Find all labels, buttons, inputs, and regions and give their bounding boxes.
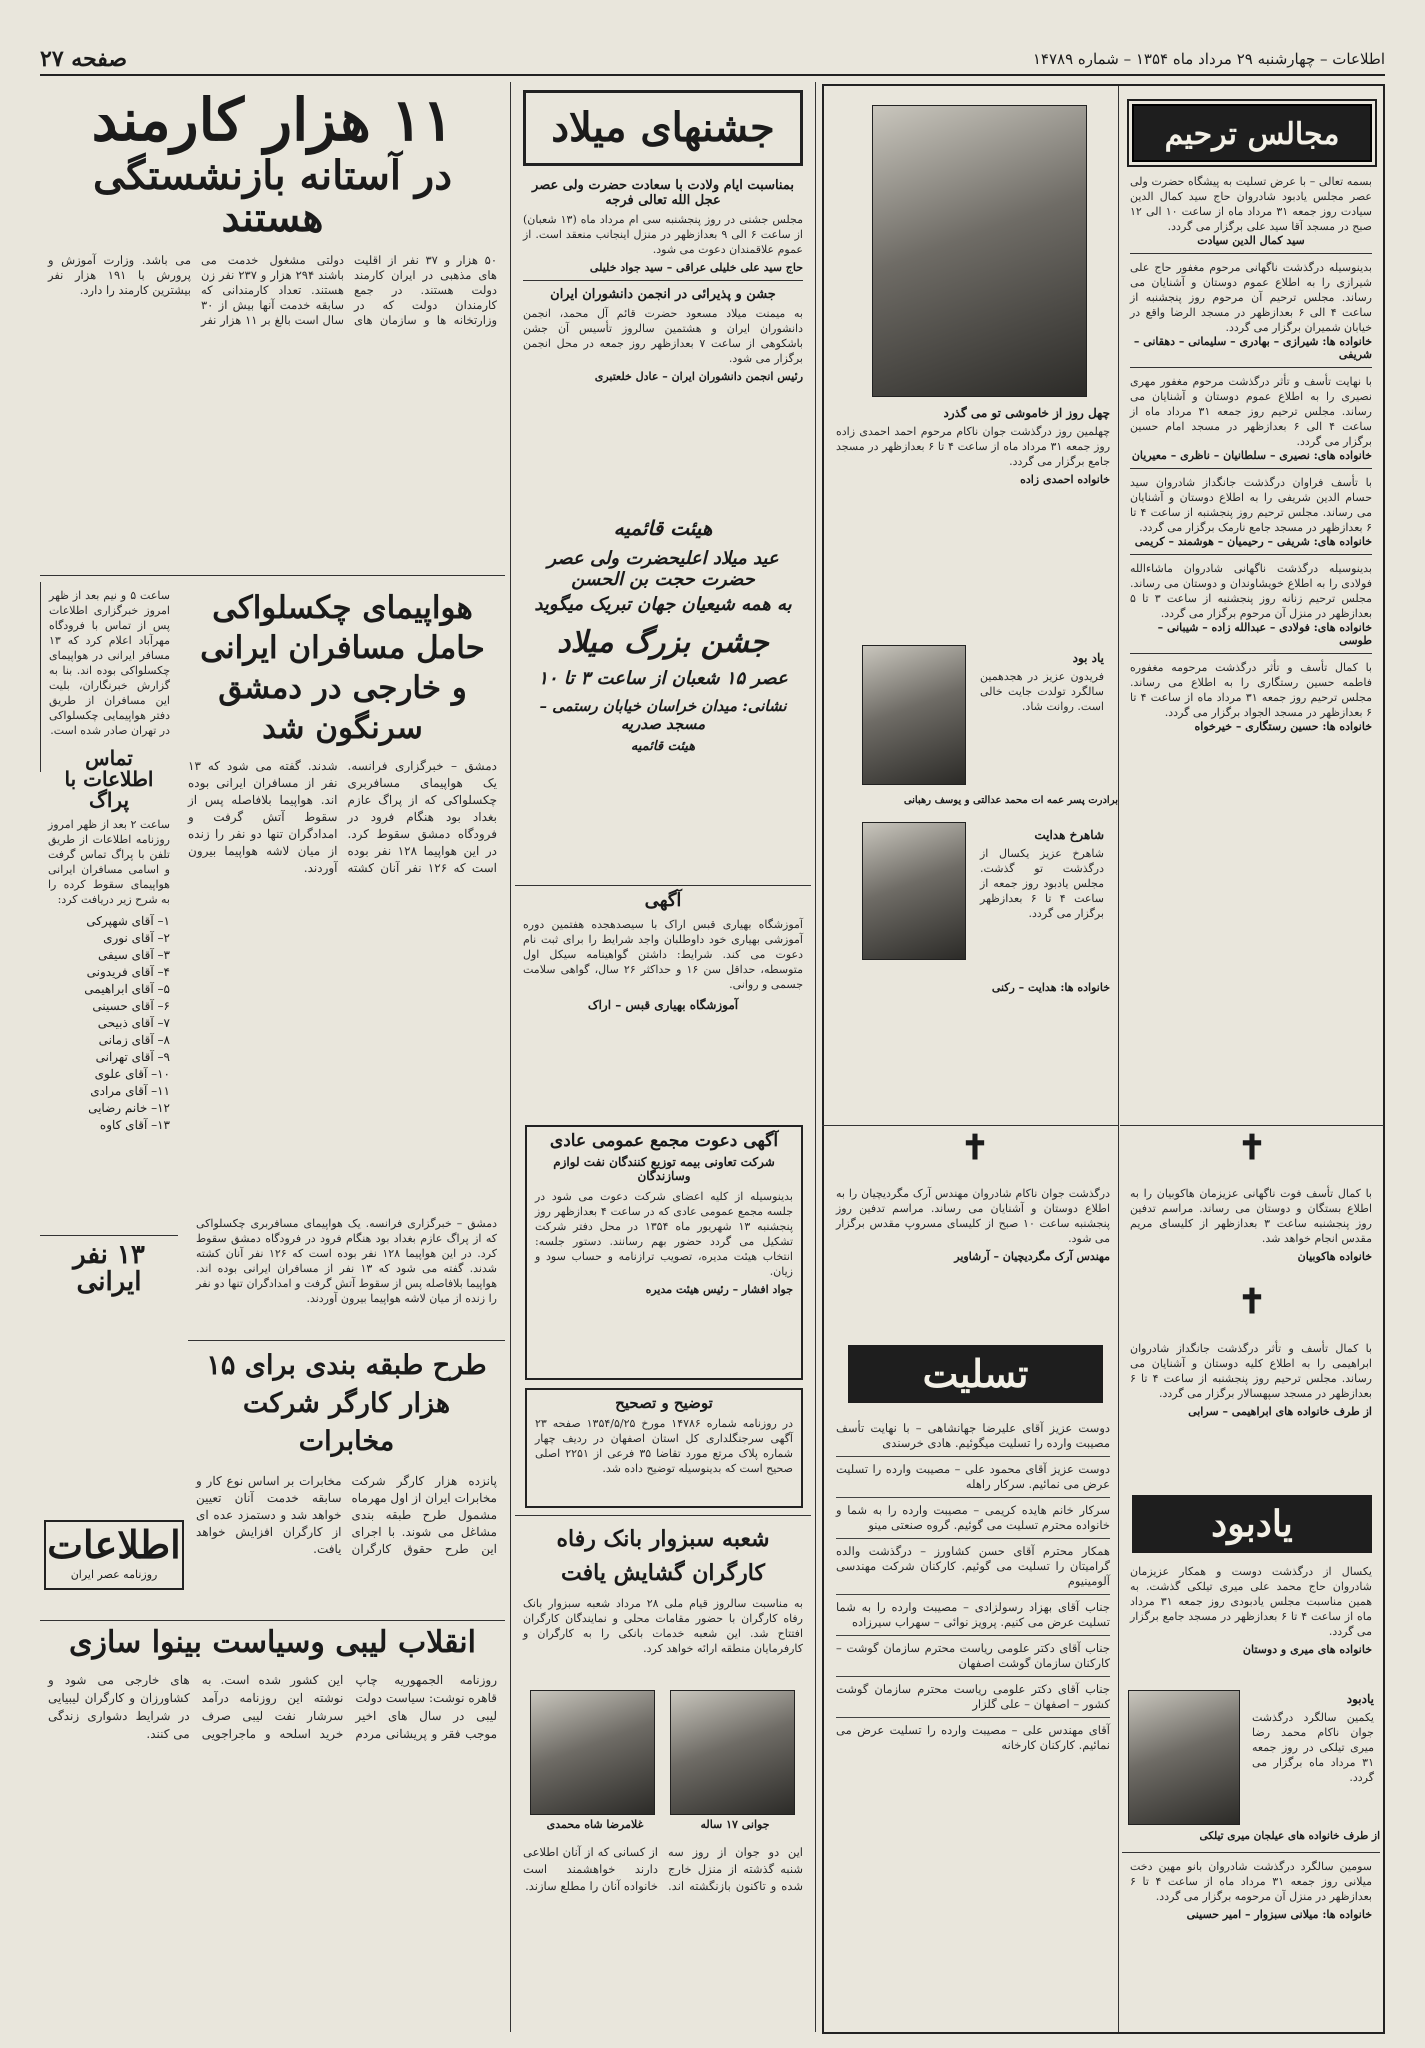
memorial-signature: خانواده های میری و دوستان: [1242, 1643, 1372, 1656]
page-header: [40, 40, 1385, 76]
memorial-photo-notice: [1244, 1686, 1382, 1836]
condolences-banner: تسلیت: [848, 1345, 1103, 1403]
notice-signature: خانواده ها: میلانی سبزوار – امیر حسینی: [1186, 1908, 1372, 1921]
side-note-text: ساعت ۵ و نیم بعد از ظهر امروز خبرگزاری اطلاعات پس از تماس با فرودگاه مهرآباد اعلام کرد که ۱۳ مسافر ایرانی در هواپیمای چکسلواکی بوده اند. بنا به گزارش خبرنگاران، بلیت این مسافران از طریق دفتر هواپیمایی چکسلواکی در تهران صادر شده است.: [49, 589, 170, 737]
passenger-list: [48, 913, 170, 1134]
obituary-body: بدینوسیله درگذشت ناگهانی مرحوم مغفور حاج علی شیرازی را به اطلاع عموم دوستان و آشنایان می رساند. مجلس ترحیم آن مرحوم روز پنجشنبه از ساعت ۴ الی ۶ بعدازظهر در مسجد الرضا واقع در خیابان شمیران برگزار می گردد.: [1130, 261, 1372, 334]
obituary-body: با نهایت تأسف و تأثر درگذشت مرحوم مغفور مهری نصیری را به اطلاع عموم دوستان و آشنایان می رساند. مجلس ترحیم روز جمعه ۳۱ مرداد ماه از ساعت ۴ الی ۶ بعدازظهر در مسجد امام حسین برگزار می گردد.: [1130, 375, 1372, 448]
obituary-signature: سید کمال الدین سیادت: [1197, 234, 1305, 247]
article-body-continued: دمشق – خبرگزاری فرانسه. یک هواپیمای مسافربری چکسلواکی که از پراگ عازم بغداد بود هنگام فرود در فرودگاه دمشق سقوط کرد. در این هواپیما ۱۲۸ نفر بوده است که ۱۲۶ نفر آنان کشته شدند. گفته می شود که ۱۳ نفر از مسافران ایرانی بوده اند. هواپیما بلافاصله پس از سقوط آتش گرفت و امدادگران تنها دو نفر را زنده از میان لاشه هواپیما بیرون آوردند.: [196, 1217, 497, 1305]
list-item: ۱۲– خانم رضایی: [88, 1101, 170, 1115]
obituary-armenian: [828, 1180, 1118, 1330]
box-body: ساعت ۲ بعد از ظهر امروز روزنامه اطلاعات از طریق تلفن با پراگ تماس گرفت و اسامی مسافران ایرانی هواپیمای سقوط کرده را به شرح زیر دریافت کرد:: [48, 818, 170, 906]
portrait-photo: [862, 822, 966, 960]
notice-birthday-memorial: [972, 645, 1112, 815]
memorial-body: یکسال از درگذشت دوست و همکار عزیزمان شادروان حاج محمد علی میری تیلکی گذشت. به همین مناسبت مجلس یادبودی روز جمعه ۳۱ مرداد ماه از ساعت ۴ تا ۶ بعدازظهر در مسجد جامع برگزار می گردد.: [1130, 1565, 1372, 1638]
portrait-photo: [862, 645, 966, 785]
ad-title: آگهی دعوت مجمع عمومی عادی: [549, 1131, 779, 1151]
list-item: ۳– آقای سیفی: [98, 948, 170, 962]
notice-body: مجلس جشنی در روز پنجشنبه سی ام مرداد ماه (۱۳ شعبان) از ساعت ۶ الی ۹ بعدازظهر در منزل اینجانب منعقد است. از عموم علاقمندان دعوت می شود.: [523, 213, 804, 256]
column-rule: [815, 82, 816, 2032]
committee-address: نشانی: میدان خراسان خیابان رستمی – مسجد صدریه: [539, 697, 787, 733]
notice-body: سومین سالگرد درگذشت شادروان بانو مهین دخت میلانی روز جمعه ۳۱ مرداد ماه از ساعت ۴ تا ۶ بعدازظهر در منزل آن مرحومه برگزار می گردد.: [1130, 1860, 1373, 1903]
obituary-body: با کمال تأسف و تأثر درگذشت مرحومه مغفوره فاطمه حسین رستگاری را به اطلاع می رساند. مجلس ترحیم روز جمعه ۳۱ مرداد ماه از ساعت ۴ تا ۶ بعدازظهر در مسجد الجواد برگزار می گردد.: [1130, 661, 1373, 719]
list-item: ۱۳– آقای کاوه: [99, 1118, 170, 1132]
article-title: ۱۱ هزار کارمند: [91, 86, 454, 154]
article-body: به مناسبت سالروز قیام ملی ۲۸ مرداد شعبه سبزوار بانک رفاه کارگران با حضور مقامات محلی و نمایندگان کارگران افتتاح شد. این شعبه خدمات بانکی را به کارگران و کارفرمایان منطقه ارائه خواهد کرد.: [523, 1597, 803, 1655]
committee-sign: هیئت قائمیه: [630, 739, 696, 754]
notice-anniversary-sig: [828, 975, 1118, 1095]
correction-title: توضیح و تصحیح: [615, 1394, 713, 1412]
obituary-body: بدینوسیله درگذشت ناگهانی شادروان ماشاءالله فولادی را به اطلاع خویشاوندان و دوستان می رساند. مجلس ترحیم زنانه روز پنجشنبه از ساعت ۳ تا ۵ بعدازظهر در منزل آن مرحوم برگزار می گردد.: [1130, 562, 1372, 620]
condolence-item: آقای مهندس علی – مصیبت وارده را تسلیت عرض می نمائیم. کارکنان کارخانه: [836, 1723, 1110, 1752]
list-item: ۹– آقای تهرانی: [95, 1050, 170, 1064]
obituary-body: با تأسف فراوان درگذشت جانگداز شادروان سید حسام الدین شریفی را به اطلاع دوستان و آشنایان می رساند. مجلس ترحیم روز پنجشنبه از ساعت ۴ تا ۶ بعدازظهر در مسجد جامع نارمک برگزار می گردد.: [1130, 476, 1372, 534]
notice-signature: خانواده ها: هدایت – رکنی: [991, 981, 1110, 994]
divider: [1120, 1125, 1384, 1126]
article-libya: [40, 1620, 505, 2030]
obituary-body: با کمال تأسف و تأثر درگذشت جانگداز شادروان ابراهیمی را به اطلاع کلیه دوستان و آشنایان می رساند. مجلس ترحیم روز پنجشنبه از ساعت ۴ تا ۶ بعدازظهر در مسجد سپهسالار برگزار می گردد.: [1130, 1342, 1372, 1400]
notice-title: یادبود: [1346, 1692, 1374, 1706]
article-bank-branch: [515, 1515, 811, 1685]
notice-signature: رئیس انجمن دانشوران ایران – عادل خلعتبری: [594, 370, 803, 383]
article-body: ۵۰ هزار و ۳۷ نفر از اقلیت های مذهبی در ایران کارمند دولت هستند. در جمع کارمندان دولت که در وزارتخانه ها و سازمان های دولتی مشغول خدمت می باشند ۲۹۴ هزار و ۲۳۷ نفر زن هستند. تعداد کارمندانی که سابقه خدمت آنها بیش از ۳۰ سال است بالغ بر ۱۱ هزار نفر می باشد. وزارت آموزش و پرورش با ۱۹۱ هزار نفر بیشترین کارمند را دارد.: [48, 252, 497, 327]
condolence-item: دوست عزیز آقای علیرضا جهانشاهی – با نهایت تأسف مصیبت وارده را تسلیت میگوئیم. هادی خرسندی: [836, 1416, 1110, 1457]
obituary-body: بسمه تعالی – با عرض تسلیت به پیشگاه حضرت ولی عصر مجلس یادبود شادروان حاج سید کمال الدین سیادت روز جمعه ۳۱ مرداد ماه از ساعت ۱۰ الی ۱۲ صبح در مسجد آقا سید علی برگزار می گردد.: [1130, 175, 1373, 233]
article-telecom: [188, 1340, 505, 1610]
notice-body: شاهرخ عزیز یکسال از درگذشت تو گذشت. مجلس یادبود روز جمعه از ساعت ۴ تا ۶ بعدازظهر برگزار می گردد.: [980, 847, 1104, 920]
notice-heading: جشن و پذیرائی در انجمن دانشوران ایران: [550, 287, 776, 302]
list-item: ۷– آقای ذبیحی: [97, 1016, 170, 1030]
condolences-list: [828, 1410, 1118, 2020]
ad-body: بدینوسیله از کلیه اعضای شرکت دعوت می شود در جلسه مجمع عمومی عادی که در ساعت ۴ بعدازظهر روز پنجشنبه ۱۳ شهریور ماه ۱۳۵۴ در محل دفتر شرکت تشکیل می گردد حضور بهم رسانند. دستور جلسه: انتخاب هیئت مدیره، تصویب ترازنامه و حساب سود و زیان.: [535, 1189, 794, 1278]
article-title: ۱۳ نفر ایرانی: [73, 1240, 145, 1298]
committee-notice: [515, 510, 811, 820]
masthead-logo: اطلاعات: [47, 1522, 181, 1567]
notice-title: یاد بود: [1072, 651, 1104, 665]
committee-line: به همه شیعیان جهان تبریک میگوید: [534, 594, 792, 615]
obituary-signature: خانواده هاکوبیان: [1297, 1250, 1372, 1263]
correction-notice: [525, 1388, 803, 1508]
column-rule: [510, 82, 511, 2032]
obituary-signature: مهندس آرک مگرديچيان – آرشاویر: [954, 1250, 1110, 1263]
list-item: ۸– آقای زمانی: [98, 1033, 170, 1047]
ad-body: آموزشگاه بهیاری قبس اراک با سیصدهجده هفتمین دوره آموزشی بهیاری خود داوطلبان واجد شرایط را برای ثبت نام دعوت می کند. شرایط: داشتن گواهینامه سیکل اول متوسطه، حداقل سن ۱۶ و حداکثر ۲۶ سال، گواهی سلامت جسمی و روانی.: [523, 917, 803, 991]
obituary-body: درگذشت جوان ناکام شادروان مهندس آرک مگرديچيان را به اطلاع دوستان و آشنایان می رساند. مراسم تدفین روز پنجشنبه ساعت ۱۰ صبح از کلیسای مسروپ مقدس برگزار می شود.: [836, 1187, 1110, 1245]
obituary-hakobian: [1122, 1180, 1380, 1280]
ad-signature: آموزشگاه بهیاری قبس – اراک: [587, 997, 739, 1012]
portrait-photo: [1128, 1690, 1240, 1825]
obituary-signature: خانواده ها: شیرازی – بهادری – سلیمانی – دهقانی – شریفی: [1133, 335, 1372, 361]
column-rule: [1118, 86, 1119, 2032]
condolence-item: سرکار خانم هایده کریمی – مصیبت وارده را به شما و خانواده محترم تسلیت می گوئیم. گروه صنعتی مینو: [836, 1498, 1110, 1539]
divider: [40, 575, 505, 576]
missing-notice: [515, 1838, 811, 2028]
condolence-item: جناب آقای دکتر علومی ریاست محترم سازمان گوشت کشور – اصفهان – علی گلزار: [836, 1677, 1110, 1718]
cross-icon: ✝: [1237, 1282, 1267, 1322]
box-prague-contact: [40, 742, 178, 1232]
article-plane-crash: [180, 582, 505, 1202]
notice-title: شاهرخ هدایت: [1034, 828, 1104, 842]
photo-caption: جوانی ۱۷ ساله: [700, 1818, 770, 1831]
notice-signature: خانواده احمدی زاده: [1020, 473, 1110, 486]
page-number: صفحه ۲۷: [40, 46, 128, 72]
notice-signature: از طرف خانواده های عیلجان میری تیلکی: [1199, 1830, 1380, 1842]
cross-icon: ✝: [960, 1128, 990, 1168]
obituary-signature: از طرف خانواده های ابراهیمی – سرابی: [1188, 1405, 1372, 1418]
masthead-tagline: روزنامه عصر ایران: [70, 1568, 158, 1581]
notice-body: به میمنت میلاد مسعود حضرت قائم آل محمد، انجمن دانشوران ایران و هشتمین سالروز تأسیس آن جشن باشکوهی از ساعت ۷ بعدازظهر روز جمعه در محل انجمن برگزار می شود.: [523, 307, 803, 365]
committee-main: جشن بزرگ میلاد: [557, 625, 769, 660]
notice-heading: بمناسبت ایام ولادت با سعادت حضرت ولی عصر عجل الله تعالی فرجه: [532, 178, 794, 208]
obituary-body: با کمال تأسف فوت ناگهانی عزیزمان هاکوبیان را به اطلاع بستگان و دوستان می رساند. مراسم تدفین روز پنجشنبه ساعت ۳ بعدازظهر از کلیسای مریم مقدس انجام خواهد شد.: [1130, 1187, 1372, 1245]
notice-body: فریدون عزیز در هجدهمین سالگرد تولدت جایت خالی است. روانت شاد.: [980, 670, 1104, 713]
committee-head: هیئت قائمیه: [613, 516, 713, 540]
notice-body: یکمین سالگرد درگذشت جوان ناکام محمد رضا میری تیلکی در روز جمعه ۳۱ مرداد ماه برگزار می گردد.: [1252, 1711, 1374, 1784]
list-item: ۴– آقای فریدونی: [86, 965, 170, 979]
missing-person-photo: [530, 1690, 655, 1815]
condolence-item: جناب آقای بهزاد رسولزادی – مصیبت وارده را به شما تسلیت عرض می کنیم. پرویز نوائی – سهراب سیرزاده: [836, 1595, 1110, 1636]
section-title: جشنهای میلاد: [523, 90, 803, 166]
article-body: دمشق – خبرگزاری فرانسه. یک هواپیمای مسافربری چکسلواکی که از پراگ عازم بغداد بود هنگام فرود در فرودگاه دمشق سقوط کرد. در این هواپیما ۱۲۸ نفر بوده است که ۱۲۶ نفر آنان کشته شدند. گفته می شود که ۱۳ نفر از مسافران ایرانی بوده اند. هواپیما بلافاصله پس از سقوط آتش گرفت و امدادگران تنها دو نفر را زنده از میان لاشه هواپیما بیرون آوردند.: [188, 759, 497, 875]
divider: [822, 1125, 1118, 1126]
list-item: ۱۱– آقای مرادی: [90, 1084, 170, 1098]
list-item: ۱– آقای شهپرکی: [86, 914, 170, 928]
ad-general-assembly: [525, 1125, 803, 1380]
article-title: طرح طبقه بندی برای ۱۵ هزار کارگر شرکت مخابرات: [206, 1350, 487, 1457]
memorial-services-banner: مجالس ترحیم: [1132, 104, 1372, 162]
article-subtitle: در آستانه بازنشستگی هستند: [92, 151, 453, 241]
notice-body: چهلمین روز درگذشت جوان ناکام مرحوم احمد احمدی زاده روز جمعه ۳۱ مرداد ماه از ساعت ۴ تا ۶ بعدازظهر در مسجد جامع برگزار می گردد.: [836, 425, 1111, 468]
notice-anniversary: [972, 822, 1112, 972]
article-13-iranians: [40, 1235, 178, 1395]
article-title: شعبه سبزوار بانک رفاه کارگران گشایش یافت: [556, 1526, 770, 1586]
edition-line: اطلاعات – چهارشنبه ۲۹ مرداد ماه ۱۳۵۴ – شماره ۱۴۷۸۹: [1032, 50, 1385, 68]
missing-person-photo: [670, 1690, 795, 1815]
cross-icon: ✝: [1237, 1128, 1267, 1168]
notice-forty-days: [828, 400, 1118, 568]
list-item: ۶– آقای حسینی: [92, 999, 170, 1013]
committee-line: عید میلاد اعلیحضرت ولی عصر حضرت حجت بن الحسن: [547, 548, 779, 590]
photo-caption: غلامرضا شاه محمدی: [546, 1818, 644, 1831]
memorial-services-list: [1122, 168, 1380, 1118]
ad-signature: جواد افشار – رئیس هیئت مدیره: [645, 1282, 793, 1296]
list-item: ۱۰– آقای علوی: [94, 1067, 170, 1081]
portrait-photo: [872, 105, 1087, 397]
plane-crash-continued: [188, 1210, 505, 1320]
article-title: انقلاب لیبی وسیاست بینوا سازی: [69, 1625, 476, 1660]
ad-title: آگهی: [644, 890, 682, 911]
condolence-item: دوست عزیز آقای محمود علی – مصیبت وارده را تسلیت عرض می نمائیم. سرکار راهله: [836, 1457, 1110, 1498]
memorial-notice: [1122, 1558, 1380, 1678]
obituary-signature: خانواده ها: حسین رستگاری – خیرخواه: [1194, 720, 1372, 733]
notice-signature: حاج سید علی خلیلی عراقی – سید جواد خلیلی: [589, 261, 803, 274]
box-title: تماس اطلاعات با پراگ: [64, 746, 154, 812]
memorial-last-notice: [1122, 1852, 1380, 2027]
memorial-banner: یادبود: [1132, 1495, 1372, 1553]
article-body: روزنامه الجمهوریه چاپ قاهره نوشت: سیاست دولت لیبی در سال های اخیر موجب فقر و پریشانی مردم این کشور شده است. به نوشته این روزنامه درآمد سرشار نفت لیبی صرف خرید اسلحه و ماجراجویی های خارجی می شود و کشاورزان و کارگران لیبیایی در شرایط دشواری زندگی می کنند.: [48, 1672, 497, 1741]
ad-nursing-school: [515, 885, 811, 1115]
list-item: ۲– آقای نوری: [103, 931, 170, 945]
notice-signature: برادرت پسر عمه ات محمد عدالتی و یوسف رهبانی: [903, 795, 1118, 806]
notice-title: چهل روز از خاموشی تو می گذرد: [943, 406, 1110, 420]
missing-notice-body: این دو جوان از روز سه شنبه گذشته از منزل خارج شده و تاکنون بازنگشته اند. از کسانی که از آنان اطلاعی دارند خواهشمند است خانواده آنان را مطلع سازند.: [523, 1845, 803, 1893]
condolence-item: همکار محترم آقای حسن کشاورز – درگذشت والده گرامیتان را تسلیت می گوئیم. کارکنان شرکت مهندسی آلومینیوم: [836, 1539, 1110, 1595]
obituary-signature: خانواده های: نصیری – سلطانیان – ناظری – معیریان: [1131, 449, 1372, 462]
article-body: پانزده هزار کارگر شرکت مخابرات ایران از اول مهرماه مشمول طرح طبقه بندی مشاغل می شوند. با اجرای این طرح حقوق کارگران مخابرات بر اساس نوع کار و سابقه خدمت آنان تعیین خواهد شد و دستمزد عده ای از کارگران افزایش خواهد یافت.: [196, 1474, 497, 1556]
obituary-signature: خانواده های: فولادی – عبدالله زاده – شیبانی – طوسی: [1157, 621, 1372, 647]
committee-time: عصر ۱۵ شعبان از ساعت ۳ تا ۱۰: [538, 668, 788, 689]
ad-subtitle: شرکت تعاونی بیمه توزیع کنندگان نفت لوازم وسازندگان: [553, 1154, 775, 1183]
article-retirement: [40, 84, 505, 574]
masthead-box: [44, 1520, 184, 1590]
correction-body: در روزنامه شماره ۱۴۷۸۶ مورخ ۱۳۵۴/۵/۲۵ صفحه ۲۳ آگهی سرجنگلداری کل استان اصفهان در ردیف چهار شماره پلاک مرتع مورد تقاضا ۳۵ فرعی از ۲۲۵۱ اصلی صحیح است که بدینوسیله توضیح داده شد.: [535, 1416, 794, 1475]
article-title: هواپیمای چکسلواکی حامل مسافران ایرانی و خارجی در دمشق سرنگون شد: [200, 590, 485, 746]
condolence-item: جناب آقای دکتر علومی ریاست محترم سازمان گوشت – کارکنان سازمان گوشت اصفهان: [836, 1636, 1110, 1677]
list-item: ۵– آقای ابراهیمی: [84, 982, 170, 996]
obituary-signature: خانواده های: شریفی – رحیمیان – هوشمند – کریمی: [1134, 535, 1372, 548]
obituary-ebrahimi: [1122, 1335, 1380, 1475]
